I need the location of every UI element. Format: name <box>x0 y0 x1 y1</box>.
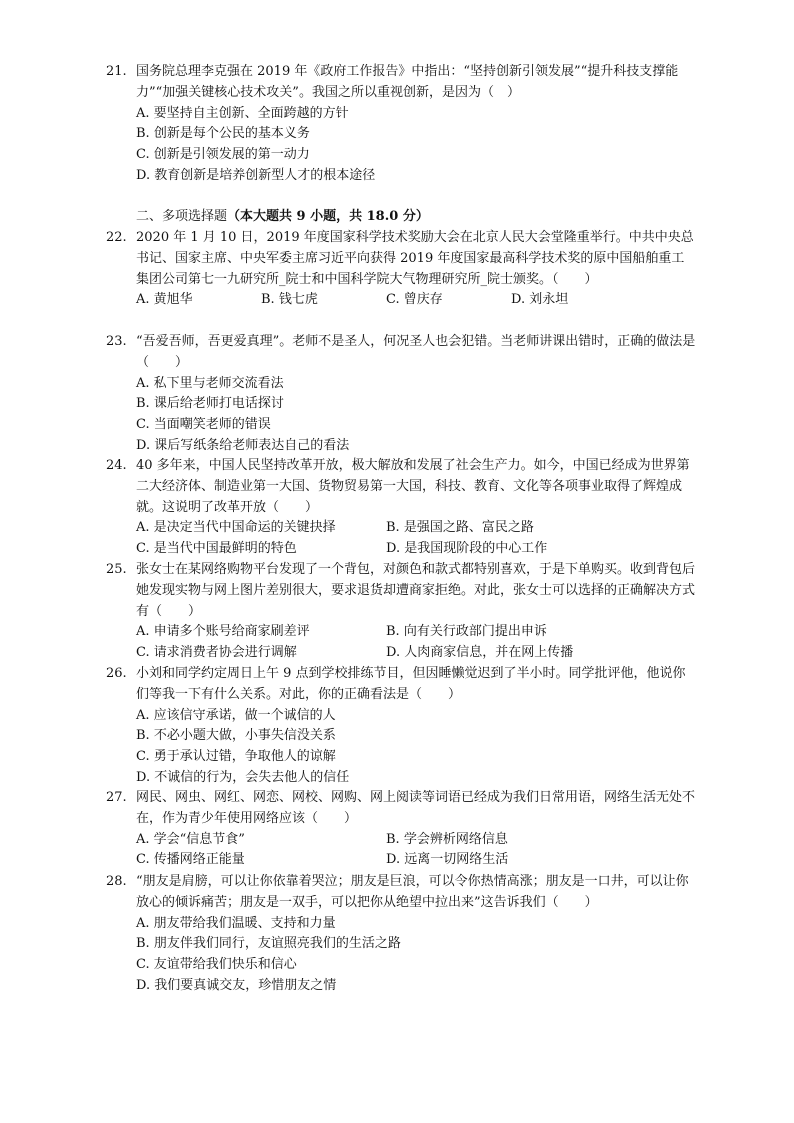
option-c[interactable]: C. 当面嘲笑老师的错误 <box>136 417 271 433</box>
question-number: 21. <box>106 64 127 79</box>
question-27 <box>106 788 696 871</box>
question-stem: 小刘和同学约定周日上午 9 点到学校排练节目，但因睡懒觉迟到了半小时。同学批评他，他说你们等我一下有什么关系。对此，你的正确看法是（ ） <box>136 666 686 702</box>
section-note: （本大题共 9 小题，共 18.0 分） <box>227 209 429 224</box>
option-a[interactable]: A. 要坚持自主创新、全面跨越的方针 <box>136 105 349 121</box>
option-b[interactable]: B. 创新是每个公民的基本义务 <box>136 126 310 142</box>
section-header <box>136 207 429 228</box>
question-stem: “吾爱吾师，吾更爱真理”。老师不是圣人，何况圣人也会犯错。当老师讲课出错时，正确的做法是（ ） <box>136 334 696 370</box>
option-c[interactable]: C. 是当代中国最鲜明的特色 <box>136 541 297 557</box>
question-stem: 40 多年来，中国人民坚持改革开放，极大解放和发展了社会生产力。如今，中国已经成为世界第二大经济体、制造业第一大国、货物贸易第一大国，科技、教育、文化等各项事业取得了辉煌成就。这说明了改革开放（ ） <box>136 458 690 515</box>
option-d[interactable]: D. 刘永坦 <box>511 292 569 308</box>
option-b[interactable]: B. 学会辨析网络信息 <box>386 831 508 847</box>
question-number: 26. <box>106 666 127 681</box>
option-c[interactable]: C. 创新是引领发展的第一动力 <box>136 147 310 163</box>
options-row <box>136 539 696 560</box>
option-b[interactable]: B. 朋友伴我们同行，友谊照亮我们的生活之路 <box>136 936 401 952</box>
options-row <box>136 518 696 539</box>
option-a[interactable]: A. 私下里与老师交流看法 <box>136 375 284 391</box>
question-26 <box>106 664 696 789</box>
option-b[interactable]: B. 不必小题大做，小事失信没关系 <box>136 728 336 744</box>
options-row <box>136 643 696 664</box>
section-title: 二、多项选择题 <box>136 209 228 224</box>
question-number: 23. <box>106 334 127 349</box>
option-c[interactable]: C. 传播网络正能量 <box>136 852 245 868</box>
option-c[interactable]: C. 友谊带给我们快乐和信心 <box>136 957 297 973</box>
question-23 <box>106 332 696 457</box>
question-number: 27. <box>106 790 127 805</box>
option-a[interactable]: A. 学会“信息节食” <box>136 831 245 847</box>
option-a[interactable]: A. 是决定当代中国命运的关键抉择 <box>136 520 336 536</box>
option-d[interactable]: D. 是我国现阶段的中心工作 <box>386 541 548 557</box>
question-24 <box>106 456 696 560</box>
option-a[interactable]: A. 朋友带给我们温暖、支持和力量 <box>136 915 336 931</box>
question-stem: 2020 年 1 月 10 日，2019 年度国家科学技术奖励大会在北京人民大会堂隆重举行。中共中央总书记、国家主席、中央军委主席习近平向获得 2019 年度国家最高科学技术奖的原中国船舶重工集团公司第七一九研究所_院士和中国科学院大气物理研究所_院士颁奖。（ ） <box>136 230 694 287</box>
options-row <box>136 290 696 311</box>
option-c[interactable]: C. 勇于承认过错，争取他人的谅解 <box>136 749 336 765</box>
question-stem: 网民、网虫、网红、网恋、网校、网购、网上阅读等词语已经成为我们日常用语，网络生活无处不在，作为青少年使用网络应该（ ） <box>136 790 696 826</box>
option-c[interactable]: C. 请求消费者协会进行调解 <box>136 645 297 661</box>
option-d[interactable]: D. 课后写纸条给老师表达自己的看法 <box>136 437 350 453</box>
question-stem: “朋友是肩膀，可以让你依靠着哭泣；朋友是巨浪，可以令你热情高涨；朋友是一口井，可以让你放心的倾诉痛苦；朋友是一双手，可以把你从绝望中拉出来”这告诉我们（ ） <box>136 874 689 910</box>
options-row <box>136 850 696 871</box>
option-a[interactable]: A. 应该信守承诺，做一个诚信的人 <box>136 707 336 723</box>
question-number: 24. <box>106 458 127 473</box>
option-d[interactable]: D. 教育创新是培养创新型人才的根本途径 <box>136 167 376 183</box>
options-row <box>136 622 696 643</box>
option-b[interactable]: B. 向有关行政部门提出申诉 <box>386 624 547 640</box>
option-b[interactable]: B. 课后给老师打电话探讨 <box>136 396 284 412</box>
question-number: 22. <box>106 230 127 245</box>
option-d[interactable]: D. 不诚信的行为，会失去他人的信任 <box>136 769 350 785</box>
question-22 <box>106 228 696 311</box>
option-c[interactable]: C. 曾庆存 <box>386 292 443 308</box>
question-number: 28. <box>106 874 127 889</box>
question-number: 25. <box>106 562 127 577</box>
option-d[interactable]: D. 远离一切网络生活 <box>386 852 509 868</box>
option-a[interactable]: A. 申请多个账号给商家刷差评 <box>136 624 310 640</box>
question-25 <box>106 560 696 664</box>
option-b[interactable]: B. 钱七虎 <box>261 292 318 308</box>
option-a[interactable]: A. 黄旭华 <box>136 292 193 308</box>
question-21 <box>106 62 696 187</box>
question-stem: 张女士在某网络购物平台发现了一个背包，对颜色和款式都特别喜欢，于是下单购买。收到背包后她发现实物与网上图片差别很大，要求退货却遭商家拒绝。对此，张女士可以选择的正确解决方式有（ ） <box>136 562 696 619</box>
option-d[interactable]: D. 人肉商家信息，并在网上传播 <box>386 645 574 661</box>
option-d[interactable]: D. 我们要真诚交友，珍惜朋友之情 <box>136 977 337 993</box>
question-28 <box>106 872 696 997</box>
option-b[interactable]: B. 是强国之路、富民之路 <box>386 520 534 536</box>
question-stem: 国务院总理李克强在 2019 年《政府工作报告》中指出：“坚持创新引领发展”“提升科技支撑能力”“加强关键核心技术攻关”。我国之所以重视创新，是因为（ ） <box>136 64 679 100</box>
options-row <box>136 830 696 851</box>
